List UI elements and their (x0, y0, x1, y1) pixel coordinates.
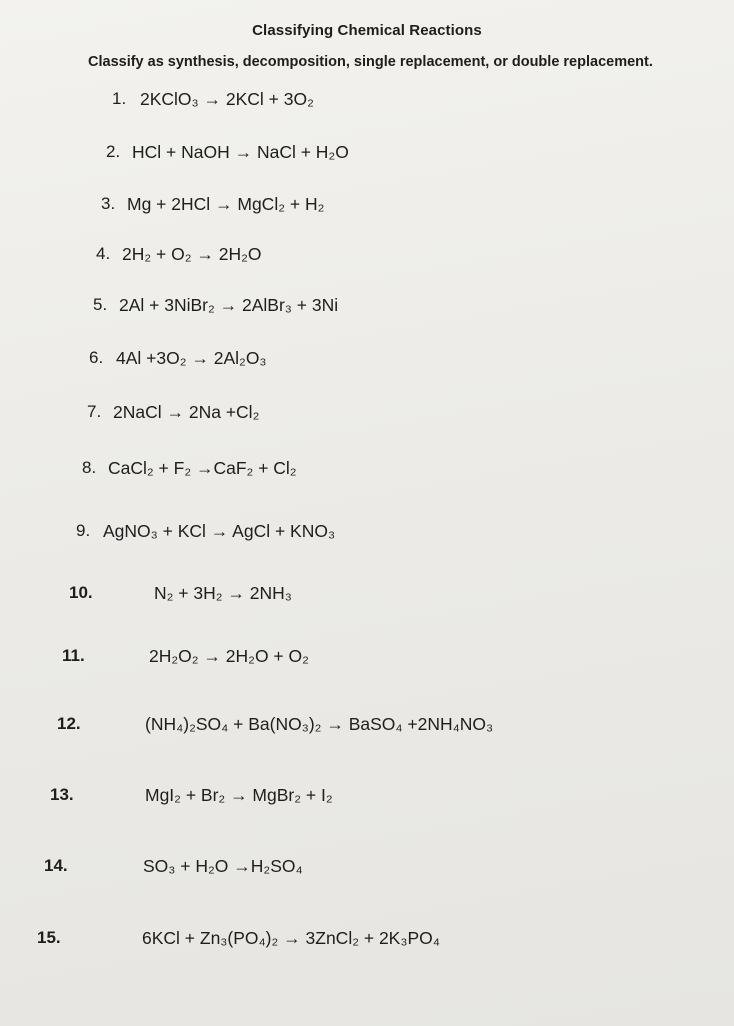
reaction-number: 12. (57, 714, 81, 733)
reaction-equation: AgNO₃ + KCl → AgCl + KNO₃ (103, 521, 336, 541)
reaction-equation: HCl + NaOH → NaCl + H₂O (132, 142, 349, 162)
reaction-number: 13. (50, 785, 74, 804)
reaction-equation: CaCl₂ + F₂ →CaF₂ + Cl₂ (108, 458, 297, 478)
reaction-equation: 2H₂O₂ → 2H₂O + O₂ (149, 646, 309, 666)
reaction-equation: 2NaCl → 2Na +Cl₂ (113, 402, 260, 422)
reaction-number: 11. (62, 646, 85, 665)
reaction-equation: 2H₂ + O₂ → 2H₂O (122, 244, 262, 264)
reaction-number: 1. (112, 89, 127, 108)
reaction-equation: Mg + 2HCl → MgCl₂ + H₂ (127, 194, 325, 214)
reaction-number: 3. (101, 194, 116, 213)
reaction-equation: MgI₂ + Br₂ → MgBr₂ + I₂ (145, 785, 333, 805)
reaction-equation: N₂ + 3H₂ → 2NH₃ (154, 583, 292, 603)
reaction-equation: 2KClO₃ → 2KCl + 3O₂ (140, 89, 314, 109)
reaction-equation: 6KCl + Zn₃(PO₄)₂ → 3ZnCl₂ + 2K₃PO₄ (142, 928, 440, 948)
reaction-number: 2. (106, 142, 121, 161)
reaction-number: 4. (96, 244, 111, 263)
reaction-number: 14. (44, 856, 68, 875)
reaction-number: 15. (37, 928, 61, 947)
reaction-equation: SO₃ + H₂O →H₂SO₄ (143, 856, 303, 876)
reaction-number: 9. (76, 521, 91, 540)
reaction-number: 5. (93, 295, 108, 314)
reaction-equation: 2Al + 3NiBr₂ → 2AlBr₃ + 3Ni (119, 295, 339, 315)
reaction-equation: (NH₄)₂SO₄ + Ba(NO₃)₂ → BaSO₄ +2NH₄NO₃ (145, 714, 494, 734)
reaction-equation: 4Al +3O₂ → 2Al₂O₃ (116, 348, 267, 368)
reaction-number: 6. (89, 348, 104, 367)
reaction-number: 10. (69, 583, 93, 602)
reaction-number: 7. (87, 402, 102, 421)
worksheet-title: Classifying Chemical Reactions (252, 22, 482, 39)
worksheet-instructions: Classify as synthesis, decomposition, single replacement, or double replacement. (88, 54, 653, 70)
reaction-number: 8. (82, 458, 97, 477)
